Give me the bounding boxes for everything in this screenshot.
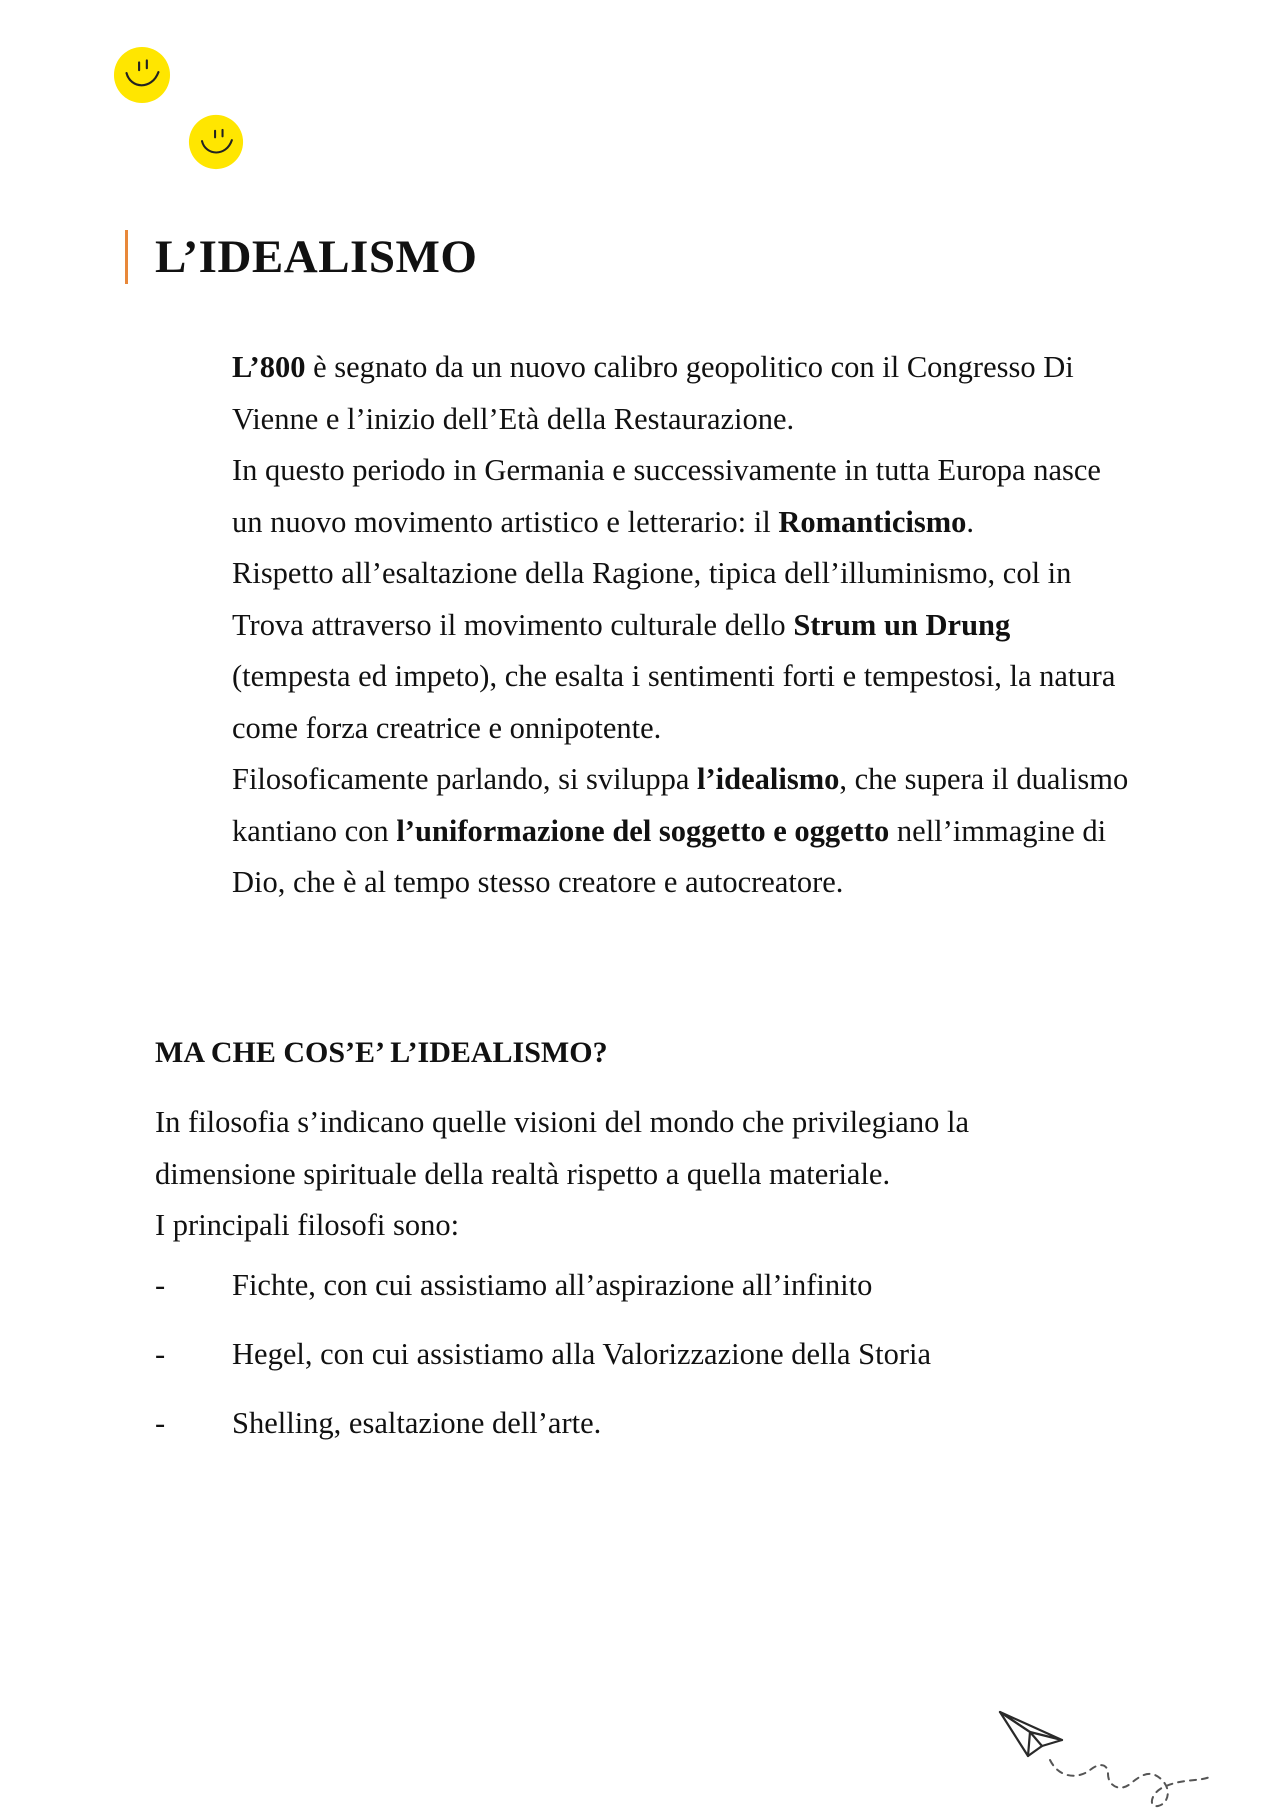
intro-paragraph: In questo periodo in Germania e successivamente in tutta Europa nasce un nuovo movimento artistico e letterario: il Romanticismo. xyxy=(232,453,1101,539)
intro-paragraph: Filosoficamente parlando, si sviluppa l’idealismo, che supera il dualismo kantiano con l’uniformazione del soggetto e oggetto nell’immagine di Dio, che è al tempo stesso creatore e autocreatore. xyxy=(232,762,1129,899)
bold-term: l’idealismo xyxy=(697,762,840,796)
list-intro: I principali filosofi sono: xyxy=(155,1208,460,1242)
paper-plane-icon xyxy=(990,1700,1240,1811)
intro-paragraph: L’800 è segnato da un nuovo calibro geopolitico con il Congresso Di Vienne e l’inizio dell’Età della Restaurazione. xyxy=(232,350,1074,436)
page-title: L’IDEALISMO xyxy=(155,231,478,283)
smiley-face-icon xyxy=(113,46,171,104)
smiley-face-icon xyxy=(188,114,244,170)
intro-paragraph: Rispetto all’esaltazione della Ragione, tipica dell’illuminismo, col in Trova attraverso il movimento culturale dello Strum un Drung (tempesta ed impeto), che esalta i sentimenti forti e tempestosi, la natura come forza creatrice e onnipotente. xyxy=(232,556,1116,745)
bold-term: L’800 xyxy=(232,350,306,384)
bold-term: Strum un Drung xyxy=(793,607,1011,642)
bold-term: l’uniformazione del soggetto e oggetto xyxy=(396,813,890,848)
section-subheading: MA CHE COS’E’ L’IDEALISMO? xyxy=(155,1036,608,1069)
definition-section xyxy=(155,1097,1115,1252)
intro-section xyxy=(232,342,1132,909)
heading-accent-bar xyxy=(125,230,128,284)
bold-term: Romanticismo xyxy=(778,504,967,539)
definition-paragraph: In filosofia s’indicano quelle visioni del mondo che privilegiano la dimensione spirituale della realtà rispetto a quella materiale. xyxy=(155,1105,969,1191)
